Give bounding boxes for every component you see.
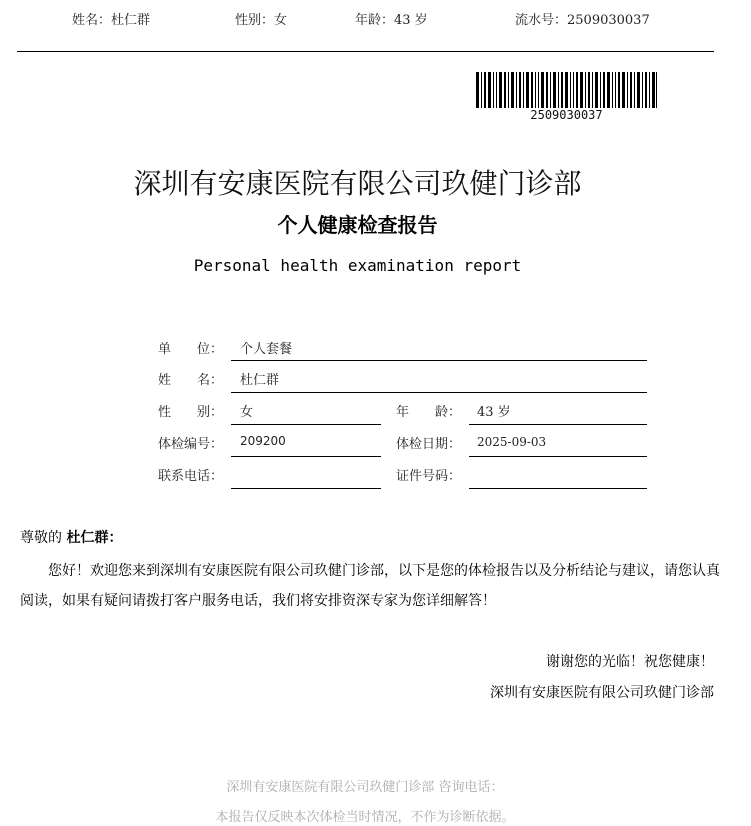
salutation	[20, 527, 122, 547]
report-title: 个人健康检查报告	[277, 213, 438, 237]
footer-contact: 深圳有安康医院有限公司玖健门诊部 咨询电话：	[226, 780, 504, 795]
age-label: 年 龄：	[396, 405, 462, 420]
exam-number-label: 体检编号：	[158, 437, 224, 452]
header-serial: 流水号：2509030037	[515, 13, 650, 28]
barcode-image	[476, 72, 657, 108]
name-value: 杜仁群	[240, 373, 280, 388]
age-value: 43 岁	[477, 405, 511, 420]
exam-number-underline	[231, 456, 381, 457]
id-number-label: 证件号码：	[396, 469, 462, 484]
unit-label: 单 位：	[158, 342, 224, 357]
exam-date-value: 2025-09-03	[477, 435, 547, 449]
phone-label: 联系电话：	[158, 469, 224, 484]
header-gender: 性别：女	[235, 13, 288, 28]
unit-value: 个人套餐	[240, 342, 293, 357]
header-age: 年龄：43 岁	[355, 13, 428, 28]
name-label: 姓 名：	[158, 373, 224, 388]
letter-thanks: 谢谢您的光临！祝您健康！	[546, 654, 714, 670]
gender-value: 女	[240, 405, 254, 420]
gender-underline	[231, 424, 381, 425]
phone-underline	[231, 488, 381, 489]
gender-label: 性 别：	[158, 405, 224, 420]
unit-underline	[231, 360, 647, 361]
exam-number-value: 209200	[240, 434, 286, 448]
age-underline	[469, 424, 647, 425]
header-name: 姓名：杜仁群	[72, 13, 151, 28]
letter-signature: 深圳有安康医院有限公司玖健门诊部	[490, 685, 714, 701]
recipient-name: 杜仁群：	[66, 530, 123, 546]
letter-body: 您好！欢迎您来到深圳有安康医院有限公司玖健门诊部，以下是您的体检报告以及分析结论与建议，请您认真阅读，如果有疑问请拨打客户服务电话，我们将安排资深专家为您详细解答！	[20, 563, 720, 609]
footer-disclaimer: 本报告仅反映本次体检当时情况，不作为诊断依据。	[215, 810, 515, 825]
exam-date-label: 体检日期：	[396, 437, 462, 452]
barcode-number: 2509030037	[530, 108, 603, 122]
salutation-prefix: 尊敬的	[20, 530, 62, 546]
name-underline	[231, 392, 647, 393]
organization-title: 深圳有安康医院有限公司玖健门诊部	[133, 167, 582, 200]
id-number-underline	[469, 488, 647, 489]
report-title-english: Personal health examination report	[193, 256, 522, 275]
header-divider	[17, 51, 714, 52]
exam-date-underline	[469, 456, 647, 457]
